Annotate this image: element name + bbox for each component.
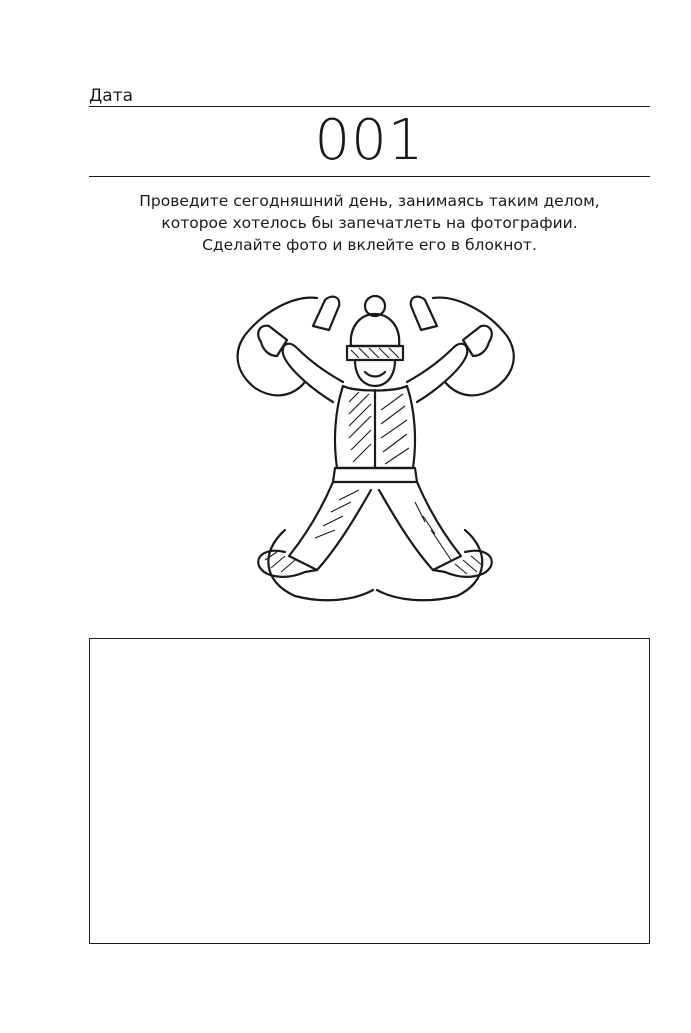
instructions [89, 190, 650, 256]
snow-angel-icon [225, 290, 525, 608]
date-line [89, 106, 650, 107]
photo-frame [89, 638, 650, 944]
date-label: Дата [89, 86, 134, 106]
instruction-line: которое хотелось бы запечатлеть на фотографии. [161, 214, 578, 232]
entry-number: 001 [314, 108, 425, 173]
instruction-line: Проведите сегодняшний день, занимаясь таким делом, [139, 192, 600, 210]
title-underline [89, 176, 650, 177]
instruction-line: Сделайте фото и вклейте его в блокнот. [202, 236, 537, 254]
